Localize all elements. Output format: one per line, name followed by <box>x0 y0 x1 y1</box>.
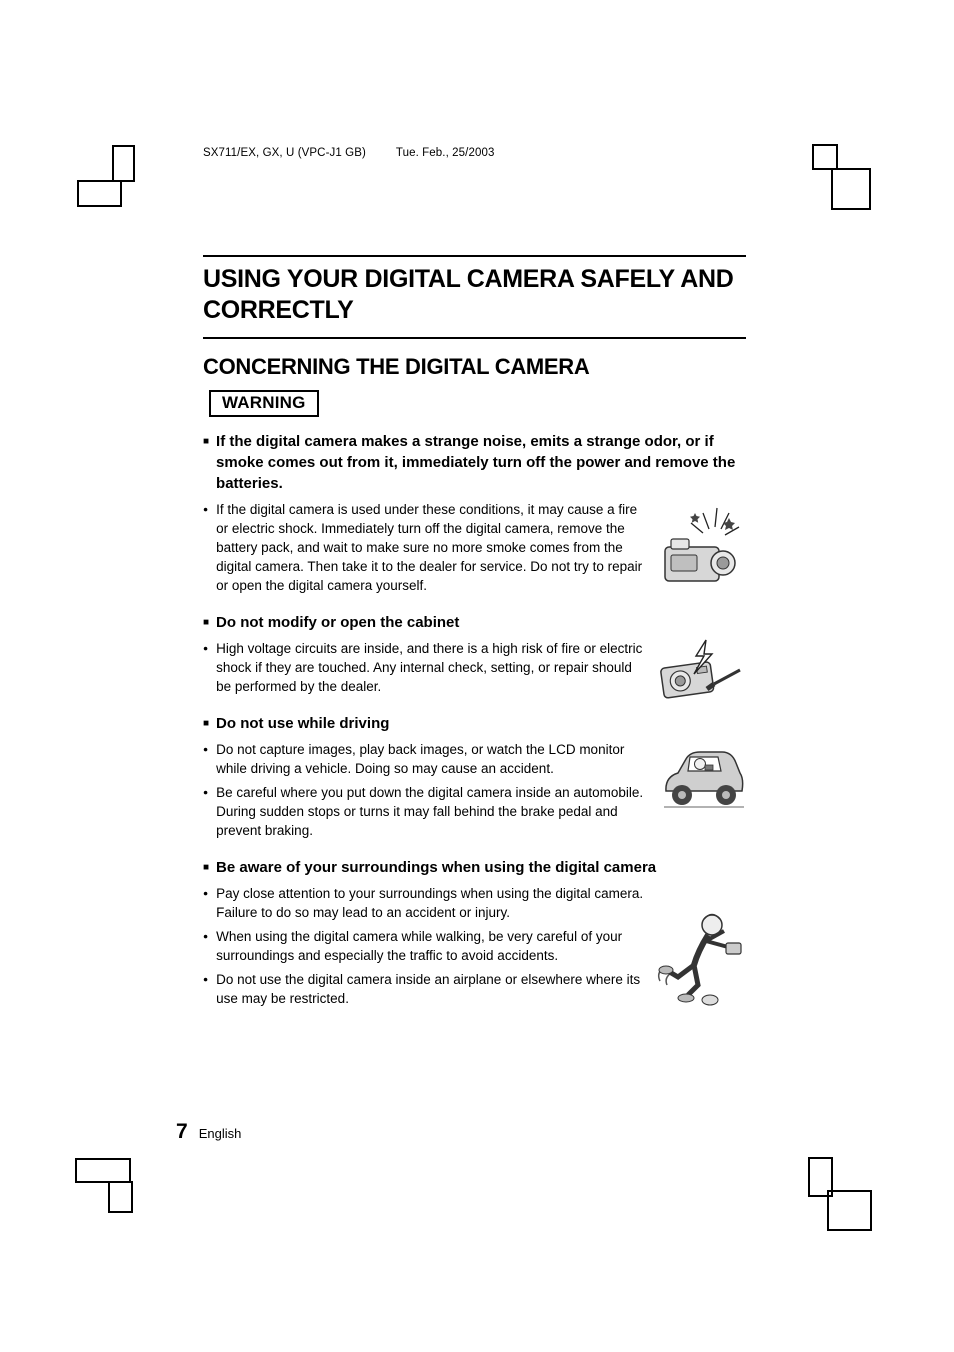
section-heading <box>203 431 746 494</box>
bullet-list <box>203 884 645 1008</box>
list-item <box>203 639 645 696</box>
list-item-text: When using the digital camera while walking, be very careful of your surroundings and especially the traffic to avoid accidents. <box>216 929 623 963</box>
language-label: English <box>198 1126 242 1141</box>
list-item <box>203 927 645 965</box>
list-item <box>203 500 645 595</box>
list-item <box>203 740 645 778</box>
section-heading <box>203 612 746 633</box>
square-bullet-icon: ■ <box>203 617 210 628</box>
crop-mark <box>75 1158 131 1183</box>
list-item-text: Do not use the digital camera inside an airplane or elsewhere where its use may be restricted. <box>216 972 641 1006</box>
warning-section-surroundings <box>203 857 746 1008</box>
page-content <box>203 255 746 1013</box>
square-bullet-icon: ■ <box>203 718 210 729</box>
list-item-text: Pay close attention to your surroundings when using the digital camera. Failure to do so may lead to an accident or injury. <box>216 886 644 920</box>
print-date: Tue. Feb., 25/2003 <box>395 147 495 159</box>
dot-bullet-icon: ● <box>203 888 209 898</box>
dot-bullet-icon: ● <box>203 974 209 984</box>
dot-bullet-icon: ● <box>203 504 209 514</box>
list-item <box>203 970 645 1008</box>
warning-section-smoke <box>203 431 746 595</box>
section-heading-text: Do not use while driving <box>216 715 390 732</box>
chapter-title-block <box>203 255 746 339</box>
list-item-text: Be careful where you put down the digital camera inside an automobile. During sudden stops or turns it may fall behind the brake pedal and prevent braking. <box>216 785 644 838</box>
crop-mark <box>77 180 122 207</box>
page-number: 7 <box>176 1120 188 1143</box>
warning-badge: WARNING <box>209 390 319 417</box>
smoking-camera-illustration <box>659 501 744 593</box>
list-item-text: Do not capture images, play back images, or watch the LCD monitor while driving a vehicle. Doing so may cause an accident. <box>216 742 625 776</box>
dot-bullet-icon: ● <box>203 744 209 754</box>
page-footer <box>176 1120 241 1144</box>
square-bullet-icon: ■ <box>203 436 210 447</box>
dot-bullet-icon: ● <box>203 643 209 653</box>
driving-car-illustration <box>662 739 746 811</box>
section-heading-text: Be aware of your surroundings when using the digital camera <box>216 859 657 876</box>
page-title: USING YOUR DIGITAL CAMERA SAFELY AND <box>203 265 734 293</box>
model-number: SX711/EX, GX, U (VPC-J1 GB) <box>203 147 366 159</box>
crop-mark <box>812 144 838 170</box>
section-heading <box>203 857 746 878</box>
list-item <box>203 884 645 922</box>
dot-bullet-icon: ● <box>203 931 209 941</box>
crop-mark <box>112 145 135 182</box>
warning-section-cabinet <box>203 612 746 696</box>
page-title: CORRECTLY <box>203 296 354 324</box>
section-title: CONCERNING THE DIGITAL CAMERA <box>203 354 590 379</box>
bullet-list <box>203 740 645 840</box>
dot-bullet-icon: ● <box>203 787 209 797</box>
bullet-list <box>203 500 645 595</box>
tripping-person-illustration <box>654 907 746 1007</box>
crop-mark <box>827 1190 872 1231</box>
list-item-text: High voltage circuits are inside, and there is a high risk of fire or electric shock if they are touched. Any internal check, setting, or repair should be performed by the dealer. <box>216 641 643 694</box>
running-header <box>203 147 803 159</box>
warning-section-driving <box>203 713 746 840</box>
square-bullet-icon: ■ <box>203 862 210 873</box>
section-heading-text: If the digital camera makes a strange noise, emits a strange odor, or if smoke comes out from it, immediately turn off the power and remove the batteries. <box>216 433 736 492</box>
crop-mark <box>831 168 871 210</box>
list-item <box>203 783 645 840</box>
electric-shock-camera-illustration <box>654 636 742 702</box>
section-heading-text: Do not modify or open the cabinet <box>216 614 460 631</box>
crop-mark <box>108 1181 133 1213</box>
section-heading <box>203 713 746 734</box>
list-item-text: If the digital camera is used under these conditions, it may cause a fire or electric shock. Immediately turn off the digital camera, remove the battery pack, and wait to make sure no more smoke comes from the digital camera. Then take it to the dealer for service. Do not try to repair or open the digital camera yourself. <box>216 502 643 593</box>
bullet-list <box>203 639 645 696</box>
